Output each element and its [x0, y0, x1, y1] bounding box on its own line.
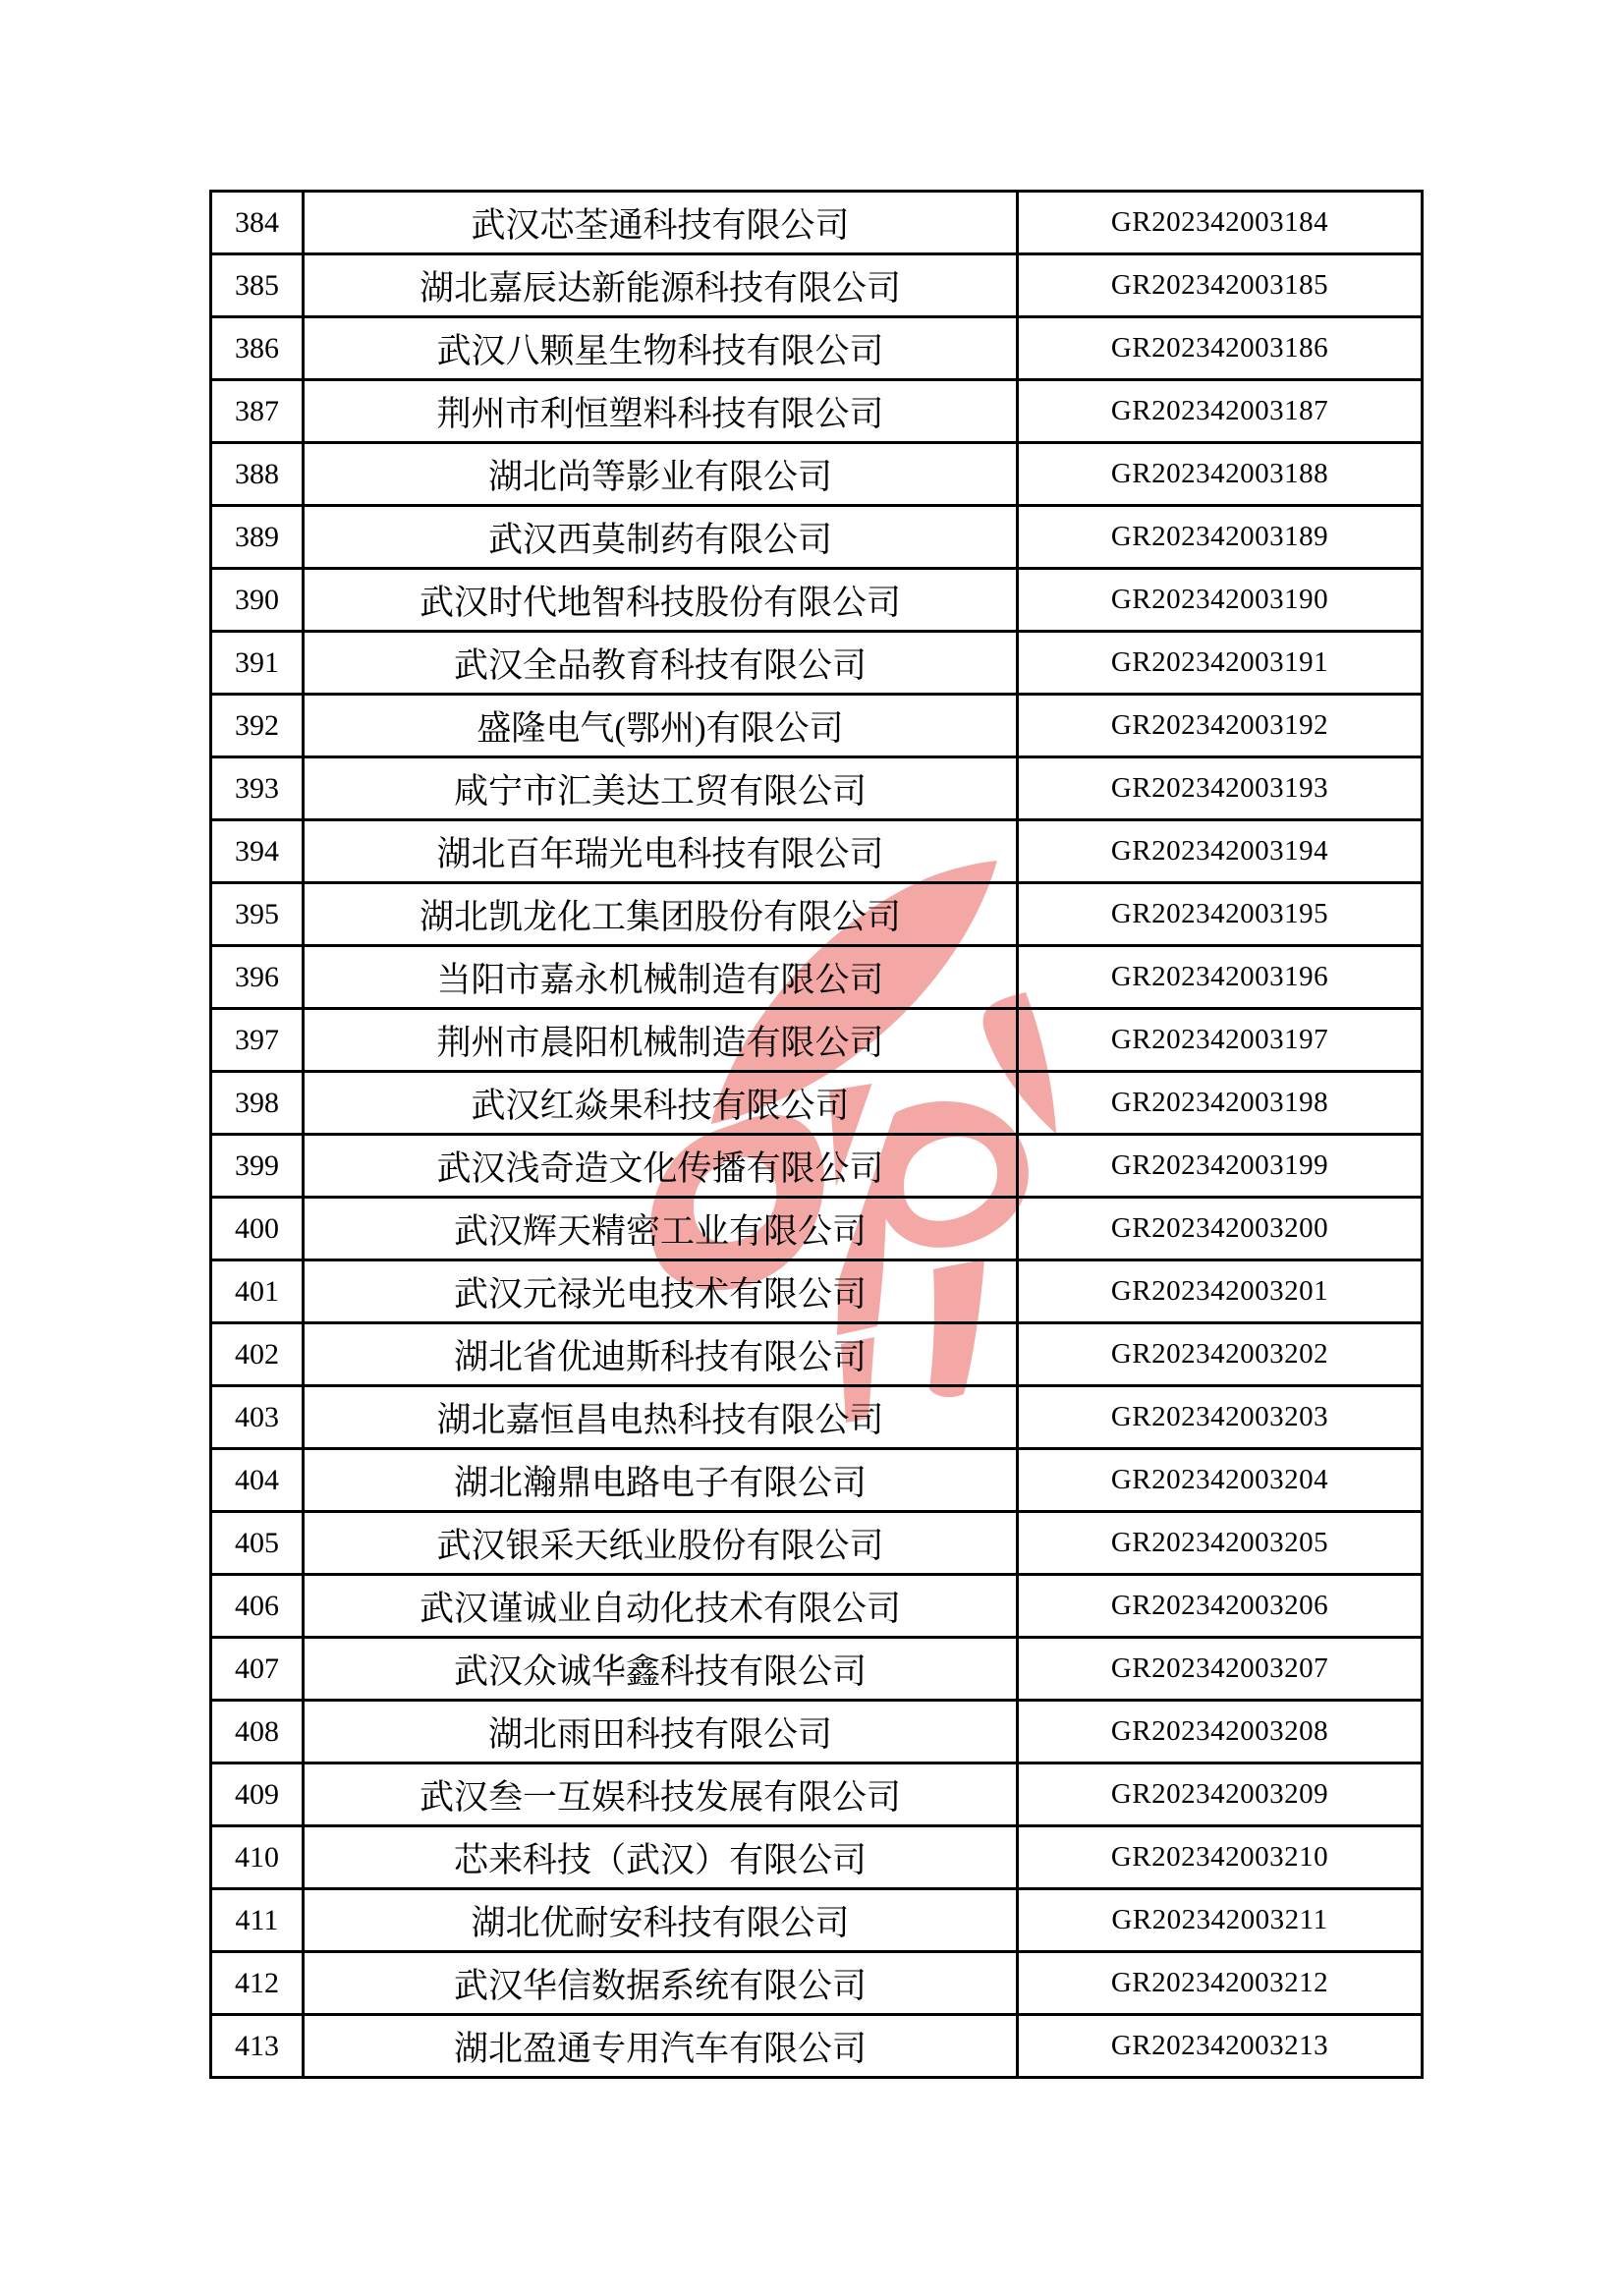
- certificate-code-cell: GR202342003209: [1018, 1763, 1423, 1826]
- row-number-cell: 393: [211, 757, 304, 820]
- table-row: [211, 632, 1423, 695]
- row-number-cell: 406: [211, 1575, 304, 1638]
- certificate-code-cell: GR202342003210: [1018, 1826, 1423, 1889]
- row-number-cell: 405: [211, 1512, 304, 1575]
- company-name-cell: 湖北优耐安科技有限公司: [304, 1889, 1018, 1952]
- certificate-code-cell: GR202342003186: [1018, 317, 1423, 380]
- company-name-cell: 武汉八颗星生物科技有限公司: [304, 317, 1018, 380]
- table-row: [211, 757, 1423, 820]
- company-name-cell: 荆州市晨阳机械制造有限公司: [304, 1009, 1018, 1072]
- certificate-code-cell: GR202342003184: [1018, 192, 1423, 254]
- certificate-code-cell: GR202342003187: [1018, 380, 1423, 443]
- table-row: [211, 1512, 1423, 1575]
- table-row: [211, 1386, 1423, 1449]
- table-row: [211, 1072, 1423, 1135]
- row-number-cell: 407: [211, 1638, 304, 1701]
- company-name-cell: 湖北嘉恒昌电热科技有限公司: [304, 1386, 1018, 1449]
- company-name-cell: 武汉谨诚业自动化技术有限公司: [304, 1575, 1018, 1638]
- table-row: [211, 1135, 1423, 1198]
- row-number-cell: 392: [211, 695, 304, 757]
- table-row: [211, 695, 1423, 757]
- table-row: [211, 1763, 1423, 1826]
- certificate-code-cell: GR202342003199: [1018, 1135, 1423, 1198]
- row-number-cell: 386: [211, 317, 304, 380]
- row-number-cell: 409: [211, 1763, 304, 1826]
- certificate-code-cell: GR202342003195: [1018, 883, 1423, 946]
- certificate-code-cell: GR202342003193: [1018, 757, 1423, 820]
- company-name-cell: 武汉芯荃通科技有限公司: [304, 192, 1018, 254]
- table-row: [211, 1260, 1423, 1323]
- company-name-cell: 武汉华信数据系统有限公司: [304, 1952, 1018, 2015]
- company-name-cell: 湖北盈通专用汽车有限公司: [304, 2015, 1018, 2078]
- certificate-code-cell: GR202342003205: [1018, 1512, 1423, 1575]
- company-name-cell: 湖北雨田科技有限公司: [304, 1701, 1018, 1763]
- table-row: [211, 443, 1423, 506]
- company-name-cell: 武汉时代地智科技股份有限公司: [304, 569, 1018, 632]
- table-row: [211, 1952, 1423, 2015]
- row-number-cell: 410: [211, 1826, 304, 1889]
- certificate-code-cell: GR202342003190: [1018, 569, 1423, 632]
- row-number-cell: 387: [211, 380, 304, 443]
- table-row: [211, 1323, 1423, 1386]
- company-name-cell: 武汉西莫制药有限公司: [304, 506, 1018, 569]
- certificate-code-cell: GR202342003208: [1018, 1701, 1423, 1763]
- certificate-code-cell: GR202342003213: [1018, 2015, 1423, 2078]
- row-number-cell: 391: [211, 632, 304, 695]
- certificate-code-cell: GR202342003196: [1018, 946, 1423, 1009]
- certificate-code-cell: GR202342003185: [1018, 254, 1423, 317]
- company-name-cell: 武汉叁一互娱科技发展有限公司: [304, 1763, 1018, 1826]
- company-table: [209, 190, 1424, 2079]
- table-row: [211, 946, 1423, 1009]
- table-row: [211, 1701, 1423, 1763]
- company-name-cell: 湖北嘉辰达新能源科技有限公司: [304, 254, 1018, 317]
- row-number-cell: 402: [211, 1323, 304, 1386]
- certificate-code-cell: GR202342003188: [1018, 443, 1423, 506]
- certificate-code-cell: GR202342003203: [1018, 1386, 1423, 1449]
- table-row: [211, 1009, 1423, 1072]
- certificate-code-cell: GR202342003200: [1018, 1198, 1423, 1260]
- company-name-cell: 当阳市嘉永机械制造有限公司: [304, 946, 1018, 1009]
- table-row: [211, 1889, 1423, 1952]
- certificate-code-cell: GR202342003202: [1018, 1323, 1423, 1386]
- certificate-code-cell: GR202342003192: [1018, 695, 1423, 757]
- row-number-cell: 411: [211, 1889, 304, 1952]
- certificate-code-cell: GR202342003191: [1018, 632, 1423, 695]
- company-name-cell: 武汉元禄光电技术有限公司: [304, 1260, 1018, 1323]
- company-name-cell: 武汉全品教育科技有限公司: [304, 632, 1018, 695]
- company-name-cell: 湖北省优迪斯科技有限公司: [304, 1323, 1018, 1386]
- table-body: [211, 192, 1423, 2078]
- certificate-code-cell: GR202342003201: [1018, 1260, 1423, 1323]
- table-row: [211, 1638, 1423, 1701]
- row-number-cell: 396: [211, 946, 304, 1009]
- certificate-code-cell: GR202342003189: [1018, 506, 1423, 569]
- row-number-cell: 389: [211, 506, 304, 569]
- row-number-cell: 413: [211, 2015, 304, 2078]
- certificate-code-cell: GR202342003198: [1018, 1072, 1423, 1135]
- table-row: [211, 1575, 1423, 1638]
- company-name-cell: 咸宁市汇美达工贸有限公司: [304, 757, 1018, 820]
- certificate-code-cell: GR202342003206: [1018, 1575, 1423, 1638]
- company-name-cell: 盛隆电气(鄂州)有限公司: [304, 695, 1018, 757]
- table-row: [211, 1826, 1423, 1889]
- row-number-cell: 412: [211, 1952, 304, 2015]
- table-row: [211, 380, 1423, 443]
- table-row: [211, 1198, 1423, 1260]
- row-number-cell: 404: [211, 1449, 304, 1512]
- company-name-cell: 武汉辉天精密工业有限公司: [304, 1198, 1018, 1260]
- company-name-cell: 武汉众诚华鑫科技有限公司: [304, 1638, 1018, 1701]
- company-name-cell: 湖北凯龙化工集团股份有限公司: [304, 883, 1018, 946]
- company-name-cell: 武汉银采天纸业股份有限公司: [304, 1512, 1018, 1575]
- certificate-code-cell: GR202342003204: [1018, 1449, 1423, 1512]
- company-name-cell: 荆州市利恒塑料科技有限公司: [304, 380, 1018, 443]
- row-number-cell: 385: [211, 254, 304, 317]
- row-number-cell: 397: [211, 1009, 304, 1072]
- certificate-code-cell: GR202342003212: [1018, 1952, 1423, 2015]
- table-row: [211, 569, 1423, 632]
- table-row: [211, 506, 1423, 569]
- company-name-cell: 武汉红焱果科技有限公司: [304, 1072, 1018, 1135]
- row-number-cell: 399: [211, 1135, 304, 1198]
- company-name-cell: 湖北瀚鼎电路电子有限公司: [304, 1449, 1018, 1512]
- certificate-code-cell: GR202342003194: [1018, 820, 1423, 883]
- company-name-cell: 湖北尚等影业有限公司: [304, 443, 1018, 506]
- company-name-cell: 湖北百年瑞光电科技有限公司: [304, 820, 1018, 883]
- row-number-cell: 403: [211, 1386, 304, 1449]
- certificate-code-cell: GR202342003197: [1018, 1009, 1423, 1072]
- row-number-cell: 394: [211, 820, 304, 883]
- table-row: [211, 1449, 1423, 1512]
- table-row: [211, 317, 1423, 380]
- row-number-cell: 398: [211, 1072, 304, 1135]
- company-name-cell: 武汉浅奇造文化传播有限公司: [304, 1135, 1018, 1198]
- row-number-cell: 401: [211, 1260, 304, 1323]
- certificate-code-cell: GR202342003211: [1018, 1889, 1423, 1952]
- row-number-cell: 384: [211, 192, 304, 254]
- row-number-cell: 388: [211, 443, 304, 506]
- row-number-cell: 390: [211, 569, 304, 632]
- row-number-cell: 400: [211, 1198, 304, 1260]
- row-number-cell: 395: [211, 883, 304, 946]
- table-row: [211, 2015, 1423, 2078]
- certificate-code-cell: GR202342003207: [1018, 1638, 1423, 1701]
- table-row: [211, 192, 1423, 254]
- table-row: [211, 254, 1423, 317]
- table-row: [211, 883, 1423, 946]
- row-number-cell: 408: [211, 1701, 304, 1763]
- company-name-cell: 芯来科技（武汉）有限公司: [304, 1826, 1018, 1889]
- table-row: [211, 820, 1423, 883]
